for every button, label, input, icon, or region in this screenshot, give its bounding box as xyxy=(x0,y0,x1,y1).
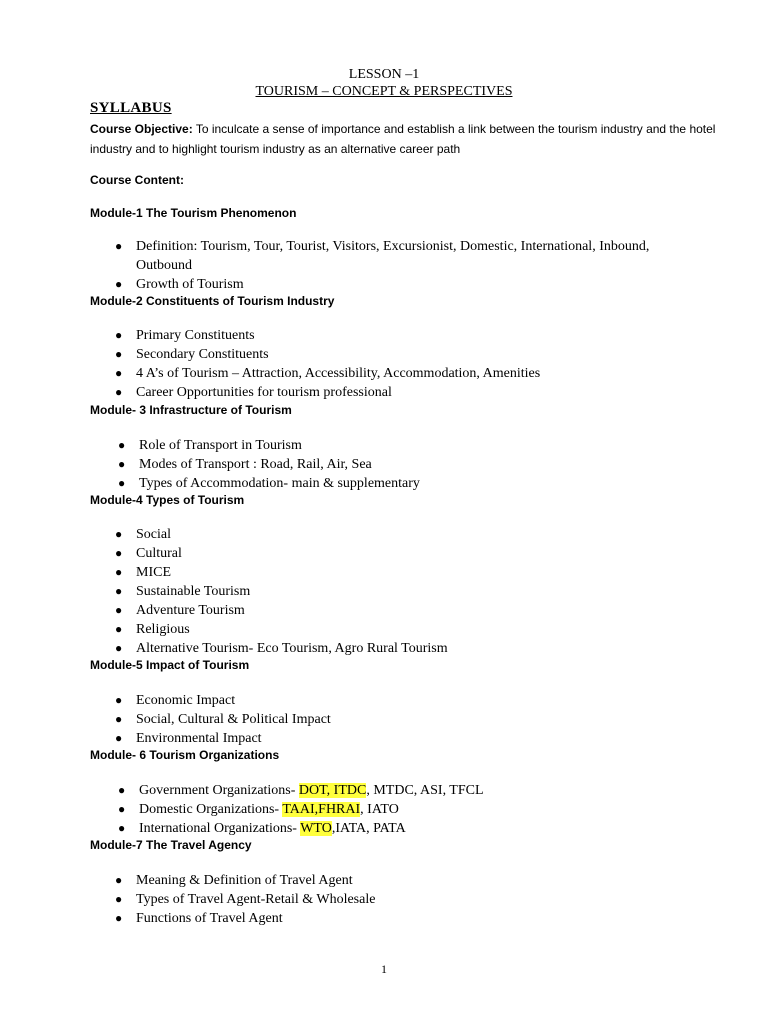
bullet-icon: ● xyxy=(118,802,126,816)
bullet-icon: ● xyxy=(115,385,123,399)
list-item xyxy=(90,729,670,748)
list-item-text: Functions of Travel Agent xyxy=(136,911,283,926)
bullet-icon: ● xyxy=(115,731,123,745)
highlighted-text: TAAI,FHRAI xyxy=(282,802,361,817)
list-item-text: Role of Transport in Tourism xyxy=(139,438,302,453)
list-item xyxy=(90,544,670,563)
list-item-text: Definition: Tourism, Tour, Tourist, Visitors, Excursionist, Domestic, International, Inbound, Outbound xyxy=(136,239,650,273)
course-objective xyxy=(90,119,730,159)
syllabus-heading: SYLLABUS xyxy=(90,100,172,116)
list-item-text: Domestic Organizations- xyxy=(139,802,283,817)
bullet-icon: ● xyxy=(115,603,123,617)
list-item-text: Primary Constituents xyxy=(136,328,255,343)
module-title: Module-4 Types of Tourism xyxy=(90,493,245,507)
list-item-text: Types of Travel Agent-Retail & Wholesale xyxy=(136,892,376,907)
module-item-list xyxy=(90,326,670,402)
list-item-text: Secondary Constituents xyxy=(136,347,269,362)
list-item-text: Cultural xyxy=(136,546,182,561)
bullet-icon: ● xyxy=(118,438,126,452)
list-item xyxy=(90,639,670,658)
course-content-label: Course Content: xyxy=(90,173,184,187)
bullet-icon: ● xyxy=(115,712,123,726)
list-item-text: Alternative Tourism- Eco Tourism, Agro Rural Tourism xyxy=(136,641,448,656)
bullet-icon: ● xyxy=(118,457,126,471)
list-item-text: Growth of Tourism xyxy=(136,277,244,292)
list-item-text: International Organizations- xyxy=(139,821,301,836)
list-item xyxy=(90,582,670,601)
module-title: Module-1 The Tourism Phenomenon xyxy=(90,206,297,220)
list-item xyxy=(90,601,670,620)
module-item-list xyxy=(90,691,670,748)
list-item xyxy=(93,800,673,819)
bullet-icon: ● xyxy=(115,546,123,560)
list-item xyxy=(90,710,670,729)
list-item-text: , MTDC, ASI, TFCL xyxy=(366,783,484,798)
bullet-icon: ● xyxy=(118,821,126,835)
list-item-text: ,IATA, PATA xyxy=(331,821,406,836)
list-item xyxy=(90,909,670,928)
list-item-text: Environmental Impact xyxy=(136,731,262,746)
list-item-text: Modes of Transport : Road, Rail, Air, Sea xyxy=(139,457,372,472)
bullet-icon: ● xyxy=(115,693,123,707)
lesson-subtitle xyxy=(0,83,768,100)
highlighted-text: DOT, ITDC xyxy=(298,783,367,798)
list-item xyxy=(90,364,670,383)
bullet-icon: ● xyxy=(115,641,123,655)
list-item-text: Social, Cultural & Political Impact xyxy=(136,712,331,727)
bullet-icon: ● xyxy=(115,328,123,342)
bullet-icon: ● xyxy=(115,277,123,291)
module-title: Module-7 The Travel Agency xyxy=(90,838,252,852)
list-item xyxy=(90,326,670,345)
list-item-text: Sustainable Tourism xyxy=(136,584,251,599)
bullet-icon: ● xyxy=(118,783,126,797)
list-item xyxy=(90,871,670,890)
list-item xyxy=(90,275,670,294)
module-item-list xyxy=(90,237,670,294)
list-item xyxy=(93,819,673,838)
course-objective-label: Course Objective: xyxy=(90,122,193,136)
list-item xyxy=(93,436,673,455)
bullet-icon: ● xyxy=(115,527,123,541)
bullet-icon: ● xyxy=(115,347,123,361)
bullet-icon: ● xyxy=(115,584,123,598)
highlighted-text: WTO xyxy=(300,821,332,836)
list-item-text: Economic Impact xyxy=(136,693,236,708)
list-item-text: Meaning & Definition of Travel Agent xyxy=(136,873,353,888)
bullet-icon: ● xyxy=(115,873,123,887)
list-item-text: , IATO xyxy=(360,802,399,817)
module-title: Module-2 Constituents of Tourism Industry xyxy=(90,294,335,308)
list-item-text: Government Organizations- xyxy=(139,783,299,798)
module-item-list xyxy=(90,871,670,928)
list-item-text: Career Opportunities for tourism professional xyxy=(136,385,392,400)
bullet-icon: ● xyxy=(115,911,123,925)
list-item-text: MICE xyxy=(136,565,171,580)
list-item-text: Adventure Tourism xyxy=(136,603,245,618)
list-item xyxy=(93,455,673,474)
list-item-text: Religious xyxy=(136,622,190,637)
bullet-icon: ● xyxy=(115,239,123,253)
page-number: 1 xyxy=(381,962,387,976)
lesson-subtitle-text: TOURISM – CONCEPT & PERSPECTIVES xyxy=(255,84,513,99)
bullet-icon: ● xyxy=(115,622,123,636)
list-item xyxy=(90,691,670,710)
module-item-list xyxy=(90,525,670,658)
list-item xyxy=(90,563,670,582)
list-item xyxy=(93,474,673,493)
module-title: Module- 3 Infrastructure of Tourism xyxy=(90,403,292,417)
lesson-heading: LESSON –1 xyxy=(348,67,420,82)
module-item-list xyxy=(93,436,673,493)
list-item xyxy=(93,781,673,800)
course-objective-text: To inculcate a sense of importance and establish a link between the tourism industry and the hotel industry and to highlight tourism industry as an alternative career path xyxy=(90,122,716,156)
module-title: Module- 6 Tourism Organizations xyxy=(90,748,280,762)
list-item xyxy=(90,620,670,639)
list-item xyxy=(90,525,670,544)
bullet-icon: ● xyxy=(115,892,123,906)
list-item xyxy=(90,890,670,909)
bullet-icon: ● xyxy=(115,366,123,380)
bullet-icon: ● xyxy=(115,565,123,579)
module-title: Module-5 Impact of Tourism xyxy=(90,658,250,672)
list-item xyxy=(90,345,670,364)
list-item xyxy=(90,383,670,402)
list-item-text: 4 A’s of Tourism – Attraction, Accessibility, Accommodation, Amenities xyxy=(136,366,541,381)
list-item xyxy=(90,237,670,275)
list-item-text: Social xyxy=(136,527,171,542)
bullet-icon: ● xyxy=(118,476,126,490)
module-item-list xyxy=(93,781,673,838)
list-item-text: Types of Accommodation- main & supplementary xyxy=(139,476,420,491)
